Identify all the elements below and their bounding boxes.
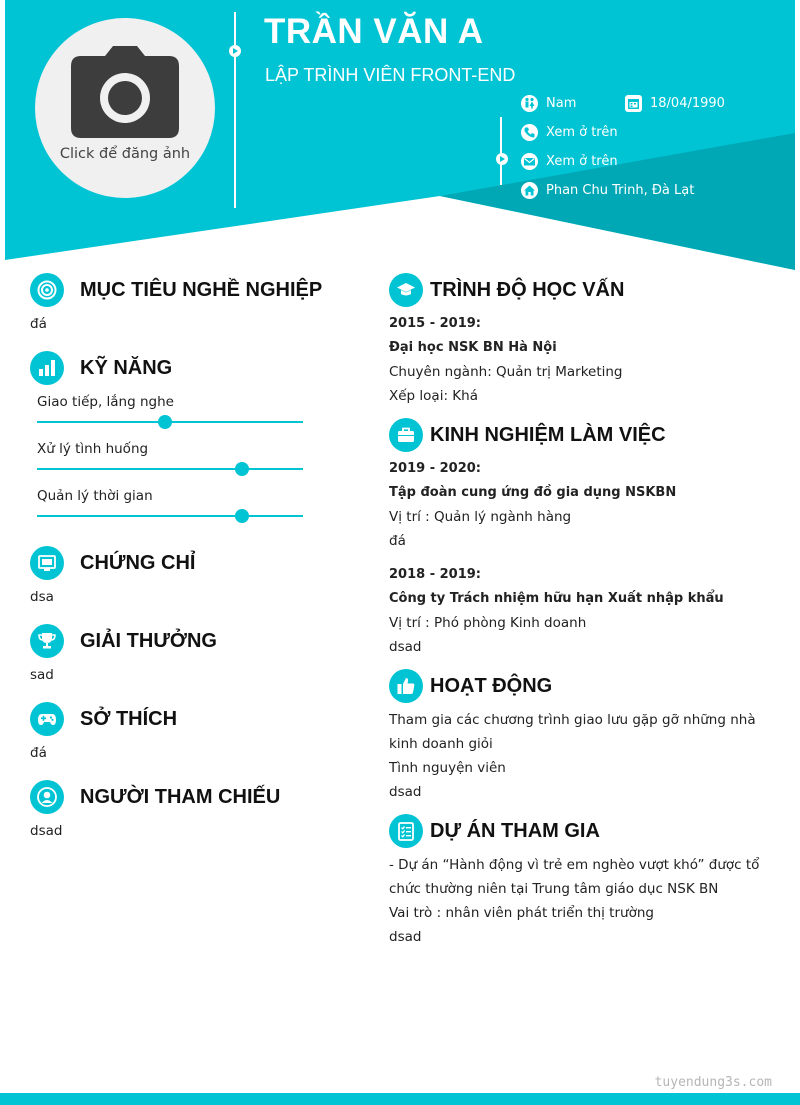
birthday-info (625, 95, 725, 112)
skills-heading (30, 351, 172, 385)
target-icon (30, 273, 64, 307)
email-info (521, 153, 618, 170)
activities-title: HOẠT ĐỘNG (430, 674, 553, 697)
gender-value: Nam (546, 96, 577, 111)
camera-icon (71, 46, 179, 138)
briefcase-icon (389, 418, 423, 452)
activities-description: Tham gia các chương trình giao lưu gặp gỡ những nhà kinh doanh giỏi (389, 712, 756, 752)
objective-heading (30, 273, 322, 307)
skills-title: KỸ NĂNG (80, 356, 173, 379)
job-company: Tập đoàn cung ứng đồ gia dụng NSKBN (389, 485, 677, 500)
skill-label: Giao tiếp, lắng nghe (37, 394, 174, 410)
references-heading (30, 780, 280, 814)
projects-heading (389, 814, 600, 848)
birthday-value: 18/04/1990 (650, 96, 725, 111)
bar-chart-icon (30, 351, 64, 385)
hobbies-body: đá (30, 745, 47, 761)
cv-header (0, 0, 800, 275)
job-position: Vị trí : Phó phòng Kinh doanh (389, 615, 587, 631)
graduation-cap-icon (389, 273, 423, 307)
references-title: NGƯỜI THAM CHIẾU (80, 785, 281, 808)
certificates-heading (30, 546, 195, 580)
checklist-icon (389, 814, 423, 848)
certificates-title: CHỨNG CHỈ (80, 551, 196, 574)
candidate-name: TRẦN VĂN A (264, 12, 484, 51)
trophy-icon (30, 624, 64, 658)
references-body: dsad (30, 823, 63, 839)
phone-info (521, 124, 618, 141)
education-heading (389, 273, 624, 307)
address-info (521, 182, 694, 199)
awards-heading (30, 624, 217, 658)
education-title: TRÌNH ĐỘ HỌC VẤN (430, 278, 625, 301)
phone-icon (521, 124, 538, 141)
objective-body: đá (30, 316, 47, 332)
contact-divider (500, 117, 502, 185)
skill-level-knob[interactable] (235, 509, 249, 523)
experience-heading (389, 418, 666, 452)
brand-watermark: tuyendung3s.com (654, 1075, 772, 1090)
education-rank: Xếp loại: Khá (389, 388, 478, 404)
experience-title: KINH NGHIỆM LÀM VIỆC (430, 423, 666, 446)
gender-info (521, 95, 576, 112)
phone-value: Xem ở trên (546, 125, 618, 140)
thumbs-up-icon (389, 669, 423, 703)
email-value: Xem ở trên (546, 154, 618, 169)
user-icon (30, 780, 64, 814)
gender-icon (521, 95, 538, 112)
email-icon (521, 153, 538, 170)
job-position: Vị trí : Quản lý ngành hàng (389, 509, 572, 525)
avatar-upload-label: Click để đăng ảnh (59, 146, 191, 162)
job-period: 2019 - 2020: (389, 461, 482, 476)
footer-bar (0, 1093, 800, 1105)
project-description: - Dự án “Hành động vì trẻ em nghèo vượt khó” được tổ chức thường niên tại Trung tâm giáo dục NSK BN (389, 857, 760, 897)
awards-body: sad (30, 667, 54, 683)
home-icon (521, 182, 538, 199)
project-role: Vai trò : nhân viên phát triển thị trường (389, 905, 654, 921)
skill-label: Xử lý tình huống (37, 441, 149, 457)
job-description: dsad (389, 639, 422, 655)
job-description: đá (389, 533, 406, 549)
education-period: 2015 - 2019: (389, 316, 482, 331)
hobbies-heading (30, 702, 177, 736)
job-period: 2018 - 2019: (389, 567, 482, 582)
job-company: Công ty Trách nhiệm hữu hạn Xuất nhập khẩu (389, 591, 724, 606)
awards-title: GIẢI THƯỞNG (80, 629, 217, 652)
projects-title: DỰ ÁN THAM GIA (430, 819, 600, 842)
project-note: dsad (389, 929, 422, 945)
activities-heading (389, 669, 552, 703)
activities-note: dsad (389, 784, 422, 800)
calendar-icon (625, 95, 642, 112)
header-divider (234, 12, 236, 208)
education-major: Chuyên ngành: Quản trị Marketing (389, 364, 623, 380)
certificate-icon (30, 546, 64, 580)
address-value: Phan Chu Trinh, Đà Lạt (546, 183, 695, 198)
certificates-body: dsa (30, 589, 54, 605)
activities-volunteer: Tình nguyện viên (389, 760, 506, 776)
skill-level-knob[interactable] (158, 415, 172, 429)
objective-title: MỤC TIÊU NGHỀ NGHIỆP (80, 278, 323, 301)
candidate-role: LẬP TRÌNH VIÊN FRONT-END (265, 65, 516, 85)
skill-bar (37, 468, 303, 470)
hobbies-title: SỞ THÍCH (80, 707, 178, 730)
header-divider-dot (229, 45, 241, 57)
avatar-upload[interactable] (35, 18, 215, 198)
skill-label: Quản lý thời gian (37, 488, 153, 504)
skill-bar (37, 515, 303, 517)
education-school: Đại học NSK BN Hà Nội (389, 340, 557, 355)
contact-divider-dot (496, 153, 508, 165)
skill-bar (37, 421, 303, 423)
skill-level-knob[interactable] (235, 462, 249, 476)
gamepad-icon (30, 702, 64, 736)
